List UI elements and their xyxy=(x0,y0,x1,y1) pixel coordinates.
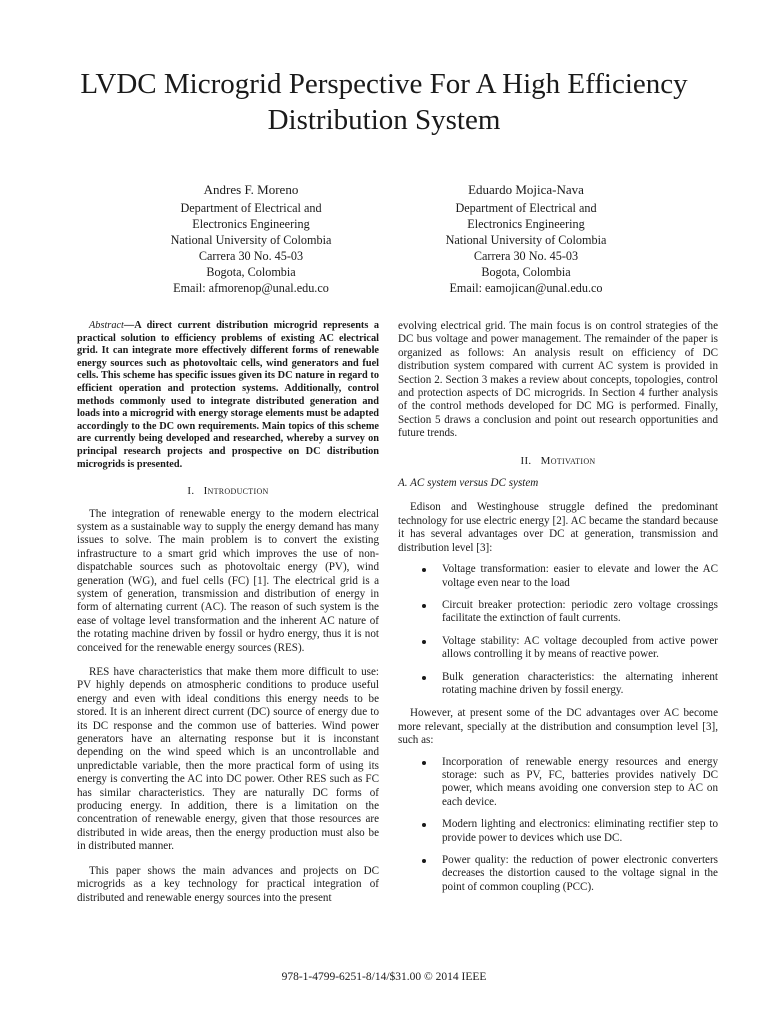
body-paragraph: This paper shows the main advances and projects on DC microgrids as a key technology for practical integration of distributed and renewable energy sources into the present xyxy=(77,864,379,904)
bullet-list-dc-advantages xyxy=(398,756,718,895)
author-affiliation-line: Bogota, Colombia xyxy=(206,265,296,279)
body-paragraph: However, at present some of the DC advantages over AC become more relevant, specially at the distribution and consumption level [3], such as: xyxy=(398,707,718,747)
bullet-icon xyxy=(422,859,426,863)
body-paragraph: RES have characteristics that make them more difficult to use: PV highly depends on atmospheric conditions to produce useful energy and even with ideal conditions this energy needs to be stored. It is an inherent direct current (DC) source of energy due to its DC response and the common use of batteries. Wind power generators have an alternating response but it is inconstant depending on the wind speed which is an uncontrollable and unpredictable variable, then the more practical form of using its energy is converting the AC into DC power. Other RES such as FC has similar characteristics. They are naturally DC forms of producing energy. In addition, there is a limitation on the concentration of renewable energy, given that those resources are distributed in wide areas, then the energy production must also be in distributed manner. xyxy=(77,666,379,853)
list-item: Circuit breaker protection: periodic zero voltage crossings facilitate the extinction of fault currents. xyxy=(398,599,718,626)
author-affiliation-line: National University of Colombia xyxy=(170,233,332,247)
body-paragraph: The integration of renewable energy to the modern electrical system as a sustainable way to supply the energy demand has many issues to solve. The main problem is to convert the existing infrastructure to a smart grid which improves the use of non-dispatchable sources such as photovoltaic energy (PV), wind generation (WG), and fuel cells (FC) [1]. The electrical grid is a system of generation, transmission and distribution of energy in form of alternating current (AC). The reason of such system is the ease of voltage level transformation and the inherent AC nature of the rotating machine driven by fossil or hydro energy, thus it is not conceived for the renewable energy sources (RES). xyxy=(77,507,379,654)
section-heading-introduction: I. Introduction xyxy=(187,485,269,498)
bullet-icon xyxy=(422,761,426,765)
author-block-2 xyxy=(376,182,676,296)
author-email: Email: afmorenop@unal.edu.co xyxy=(173,281,329,295)
list-item: Incorporation of renewable energy resources and energy storage: such as PV, FC, batteries provides natively DC power, which means avoiding one conversion step to AC on each device. xyxy=(398,756,718,810)
bullet-icon xyxy=(422,604,426,608)
abstract-text: A direct current distribution microgrid represents a practical solution to efficiency problems of existing AC electrical grid. It can integrate more effectively different forms of renewable energy sources such as photovoltaic cells, wind generators and fuel cells. This scheme has specific issues given its DC nature in regard to efficient operation and protection systems. Additionally, control methods commonly used to integrate distributed generation and loads into a microgrid with energy storage elements must be adapted accordingly to the DC own requirements. Main topics of this scheme are currently being developed and researched, whereby a survey on principal research projects and prospective on DC distribution microgrids is presented. xyxy=(77,320,379,470)
body-paragraph: Edison and Westinghouse struggle defined the predominant technology for use electric energy [2]. AC became the standard because it has several advantages over DC at generation, transmission and distribution level [3]: xyxy=(398,501,718,554)
author-affiliation-line: Department of Electrical and xyxy=(180,201,322,215)
author-affiliation-line: Carrera 30 No. 45-03 xyxy=(198,249,304,263)
body-paragraph: evolving electrical grid. The main focus is on control strategies of the DC bus voltage and power management. The remainder of the paper is organized as follows: An analysis result on efficiency of DC distribution system compared with current AC system is provided in Section 2. Section 3 makes a review about concepts, topologies, control and protection aspects of DC microgrids. In Section 4 further analysis of the control methods developed for DC MG is performed. Finally, Section 5 draws a conclusion and point out research opportunities and future trends. xyxy=(398,320,718,440)
copyright-footer: 978-1-4799-6251-8/14/$31.00 © 2014 IEEE xyxy=(281,971,487,983)
paper-title: LVDC Microgrid Perspective For A High Efficiency Distribution System xyxy=(80,68,688,136)
author-affiliation-line: Carrera 30 No. 45-03 xyxy=(473,249,579,263)
bullet-icon xyxy=(422,640,426,644)
author-affiliation-line: National University of Colombia xyxy=(445,233,607,247)
author-email: Email: eamojican@unal.edu.co xyxy=(449,281,603,295)
list-item: Bulk generation characteristics: the alternating inherent rotating machine driven by fossil energy. xyxy=(398,671,718,698)
author-affiliation-line: Electronics Engineering xyxy=(192,217,310,231)
bullet-list-ac-advantages xyxy=(398,563,718,697)
list-item: Voltage stability: AC voltage decoupled from active power allows controlling it by means of reactive power. xyxy=(398,635,718,662)
abstract: Abstract—A direct current distribution microgrid represents a practical solution to efficiency problems of existing AC electrical grid. It can integrate more effectively different forms of renewable energy sources such as photovoltaic cells, wind generators and fuel cells. This scheme has specific issues given its DC nature in regard to efficient operation and protection systems. Additionally, control methods commonly used to integrate distributed generation and loads into a microgrid with energy storage elements must be adapted accordingly to the DC own requirements. Main topics of this scheme are currently being developed and researched, whereby a survey on principal research projects and prospective on DC distribution microgrids is presented. xyxy=(77,320,379,470)
bullet-icon xyxy=(422,568,426,572)
abstract-label: Abstract xyxy=(89,320,124,331)
bullet-icon xyxy=(422,823,426,827)
author-name: Eduardo Mojica-Nava xyxy=(468,182,584,197)
author-affiliation-line: Bogota, Colombia xyxy=(481,265,571,279)
author-block-1 xyxy=(101,182,401,296)
list-item: Voltage transformation: easier to elevate and lower the AC voltage even near to the load xyxy=(398,563,718,590)
subsection-heading: A. AC system versus DC system xyxy=(398,477,539,490)
author-affiliation-line: Department of Electrical and xyxy=(455,201,597,215)
list-item: Power quality: the reduction of power electronic converters decreases the distortion caused to the voltage signal in the point of common coupling (PCC). xyxy=(398,854,718,894)
author-name: Andres F. Moreno xyxy=(203,182,299,197)
section-heading-motivation: II. Motivation xyxy=(520,454,596,467)
left-column xyxy=(77,320,379,905)
list-item: Modern lighting and electronics: eliminating rectifier step to provide power to devices which use DC. xyxy=(398,818,718,845)
author-affiliation-line: Electronics Engineering xyxy=(467,217,585,231)
right-column xyxy=(398,320,718,904)
bullet-icon xyxy=(422,676,426,680)
